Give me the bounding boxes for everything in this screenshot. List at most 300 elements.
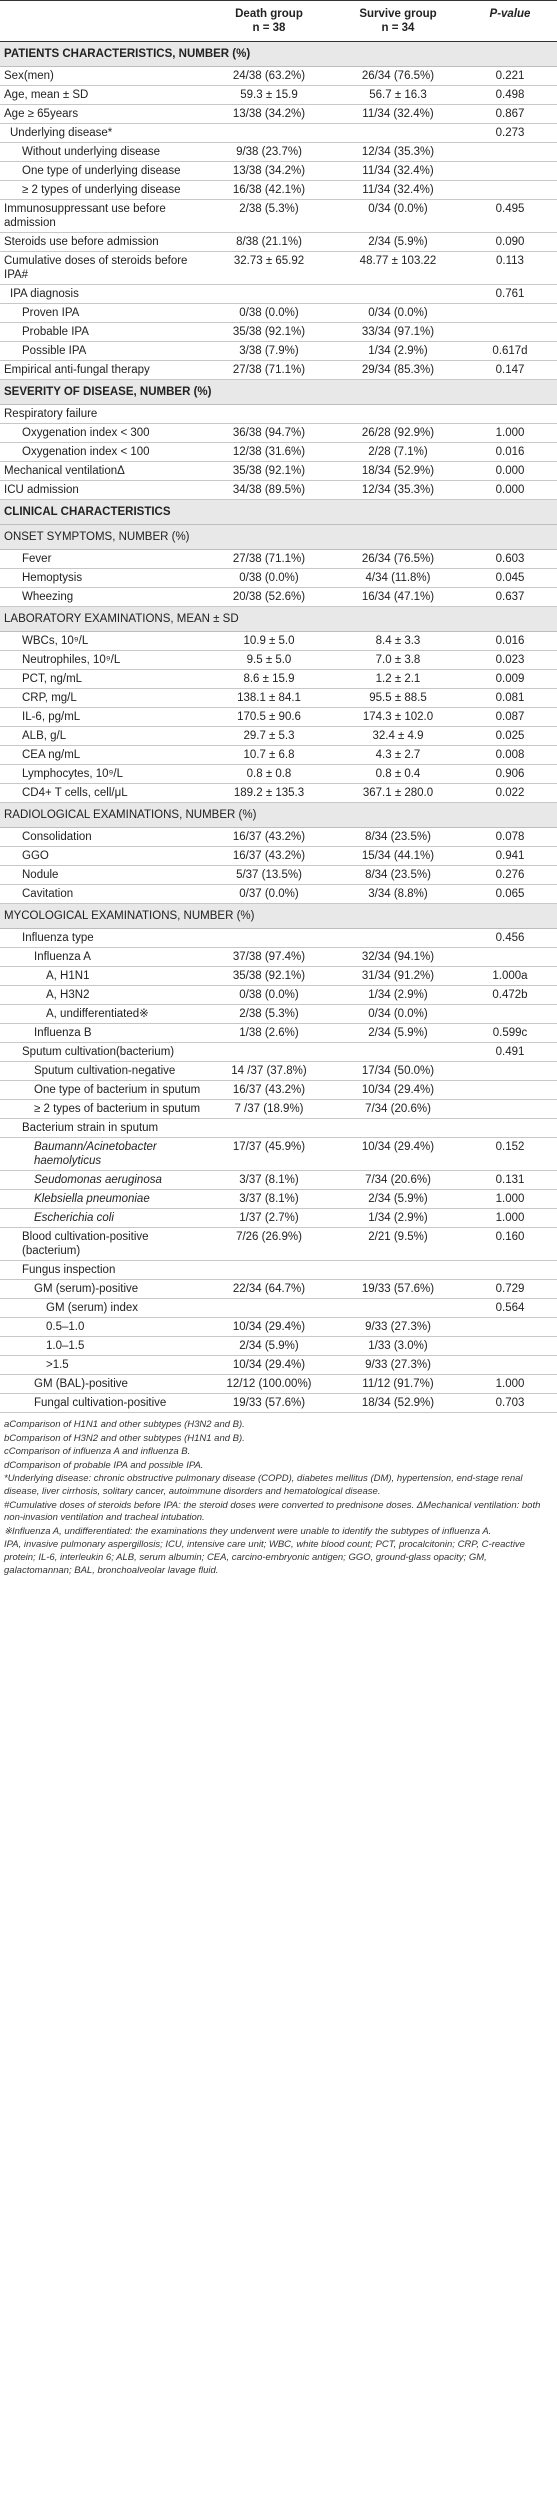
row-label: Age, mean ± SD xyxy=(0,86,205,105)
subsection-header xyxy=(0,525,557,550)
death-value: 2/34 (5.9%) xyxy=(205,1337,333,1356)
death-value: 34/38 (89.5%) xyxy=(205,481,333,500)
row-label: Cavitation xyxy=(0,885,205,904)
table-row xyxy=(0,200,557,233)
section-label: ONSET SYMPTOMS, NUMBER (%) xyxy=(0,525,557,550)
row-label: A, H3N2 xyxy=(0,986,205,1005)
subsection-header xyxy=(0,803,557,828)
death-value: 13/38 (34.2%) xyxy=(205,105,333,124)
p-value: 0.065 xyxy=(463,885,557,904)
survive-value: 32/34 (94.1%) xyxy=(333,948,463,967)
p-value: 0.025 xyxy=(463,727,557,746)
header-p-value: P-value xyxy=(463,1,557,42)
death-value: 35/38 (92.1%) xyxy=(205,462,333,481)
table-row xyxy=(0,569,557,588)
death-value: 2/38 (5.3%) xyxy=(205,200,333,233)
death-value: 9.5 ± 5.0 xyxy=(205,651,333,670)
p-value: 0.564 xyxy=(463,1299,557,1318)
p-value: 0.016 xyxy=(463,632,557,651)
p-value: 0.078 xyxy=(463,828,557,847)
survive-value: 29/34 (85.3%) xyxy=(333,361,463,380)
row-label: Klebsiella pneumoniae xyxy=(0,1190,205,1209)
footnote: #Cumulative doses of steroids before IPA: the steroid doses were converted to prednisone doses. ΔMechanical ventilation: both non-invasion ventilation and tracheal intubation. xyxy=(4,1499,541,1524)
survive-value: 48.77 ± 103.22 xyxy=(333,252,463,285)
death-value: 0/38 (0.0%) xyxy=(205,986,333,1005)
table-row xyxy=(0,1261,557,1280)
death-value: 29.7 ± 5.3 xyxy=(205,727,333,746)
p-value: 0.152 xyxy=(463,1138,557,1171)
footnote: bComparison of H3N2 and other subtypes (H1N1 and B). xyxy=(4,1432,245,1444)
survive-value xyxy=(333,1043,463,1062)
row-label: Sputum cultivation-negative xyxy=(0,1062,205,1081)
p-value: 0.599c xyxy=(463,1024,557,1043)
survive-value: 7.0 ± 3.8 xyxy=(333,651,463,670)
death-value: 59.3 ± 15.9 xyxy=(205,86,333,105)
death-value: 10.7 ± 6.8 xyxy=(205,746,333,765)
p-value xyxy=(463,1062,557,1081)
section-header xyxy=(0,380,557,405)
table-row xyxy=(0,948,557,967)
death-value: 189.2 ± 135.3 xyxy=(205,784,333,803)
death-value xyxy=(205,124,333,143)
row-label: Baumann/Acinetobacter haemolyticus xyxy=(0,1138,205,1171)
table-row xyxy=(0,885,557,904)
survive-value: 2/34 (5.9%) xyxy=(333,1190,463,1209)
table-row xyxy=(0,1005,557,1024)
death-value: 17/37 (45.9%) xyxy=(205,1138,333,1171)
death-value: 0/38 (0.0%) xyxy=(205,304,333,323)
table-row xyxy=(0,1043,557,1062)
death-value: 13/38 (34.2%) xyxy=(205,162,333,181)
p-value: 0.131 xyxy=(463,1171,557,1190)
header-death-title: Death group xyxy=(235,8,303,20)
table-row xyxy=(0,481,557,500)
row-label: Influenza A xyxy=(0,948,205,967)
row-label: Proven IPA xyxy=(0,304,205,323)
p-value xyxy=(463,405,557,424)
death-value: 8.6 ± 15.9 xyxy=(205,670,333,689)
p-value: 0.498 xyxy=(463,86,557,105)
row-label: Escherichia coli xyxy=(0,1209,205,1228)
death-value: 5/37 (13.5%) xyxy=(205,866,333,885)
row-label: ICU admission xyxy=(0,481,205,500)
table-row xyxy=(0,1356,557,1375)
table-row xyxy=(0,784,557,803)
table-row xyxy=(0,1138,557,1171)
death-value: 14 /37 (37.8%) xyxy=(205,1062,333,1081)
header-blank xyxy=(0,1,205,42)
survive-value: 15/34 (44.1%) xyxy=(333,847,463,866)
footnotes xyxy=(0,1413,557,1577)
table-row xyxy=(0,651,557,670)
table-row xyxy=(0,746,557,765)
table-row xyxy=(0,689,557,708)
survive-value: 0/34 (0.0%) xyxy=(333,1005,463,1024)
survive-value: 0/34 (0.0%) xyxy=(333,200,463,233)
survive-value xyxy=(333,124,463,143)
p-value: 0.603 xyxy=(463,550,557,569)
table-row xyxy=(0,1228,557,1261)
table-row xyxy=(0,1119,557,1138)
p-value: 0.761 xyxy=(463,285,557,304)
survive-value: 11/34 (32.4%) xyxy=(333,181,463,200)
footnote: aComparison of H1N1 and other subtypes (H3N2 and B). xyxy=(4,1419,245,1430)
death-value: 170.5 ± 90.6 xyxy=(205,708,333,727)
death-value: 16/38 (42.1%) xyxy=(205,181,333,200)
row-label: Cumulative doses of steroids before IPA# xyxy=(0,252,205,285)
death-value xyxy=(205,1043,333,1062)
row-label: Influenza B xyxy=(0,1024,205,1043)
death-value: 3/37 (8.1%) xyxy=(205,1190,333,1209)
p-value: 0.000 xyxy=(463,462,557,481)
table-row xyxy=(0,967,557,986)
table-row xyxy=(0,105,557,124)
table-row xyxy=(0,550,557,569)
survive-value xyxy=(333,405,463,424)
death-value: 27/38 (71.1%) xyxy=(205,361,333,380)
survive-value xyxy=(333,929,463,948)
row-label: Mechanical ventilationΔ xyxy=(0,462,205,481)
row-label: GM (BAL)-positive xyxy=(0,1375,205,1394)
table-row xyxy=(0,929,557,948)
survive-value xyxy=(333,1299,463,1318)
table-row xyxy=(0,405,557,424)
row-label: Oxygenation index < 100 xyxy=(0,443,205,462)
table-row xyxy=(0,1190,557,1209)
row-label: PCT, ng/mL xyxy=(0,670,205,689)
death-value xyxy=(205,1261,333,1280)
survive-value: 9/33 (27.3%) xyxy=(333,1356,463,1375)
row-label: 0.5–1.0 xyxy=(0,1318,205,1337)
survive-value: 26/34 (76.5%) xyxy=(333,67,463,86)
row-label: Nodule xyxy=(0,866,205,885)
table-row xyxy=(0,1100,557,1119)
p-value: 0.000 xyxy=(463,481,557,500)
survive-value: 8.4 ± 3.3 xyxy=(333,632,463,651)
p-value: 0.008 xyxy=(463,746,557,765)
row-label: Possible IPA xyxy=(0,342,205,361)
p-value: 1.000 xyxy=(463,1190,557,1209)
survive-value: 11/34 (32.4%) xyxy=(333,162,463,181)
p-value: 0.113 xyxy=(463,252,557,285)
row-label: Fever xyxy=(0,550,205,569)
row-label: Respiratory failure xyxy=(0,405,205,424)
death-value: 24/38 (63.2%) xyxy=(205,67,333,86)
table-row xyxy=(0,866,557,885)
death-value xyxy=(205,929,333,948)
death-value: 16/37 (43.2%) xyxy=(205,1081,333,1100)
p-value xyxy=(463,1261,557,1280)
death-value: 12/12 (100.00%) xyxy=(205,1375,333,1394)
p-value: 0.906 xyxy=(463,765,557,784)
p-value xyxy=(463,1356,557,1375)
row-label: ≥ 2 types of bacterium in sputum xyxy=(0,1100,205,1119)
section-label: RADIOLOGICAL EXAMINATIONS, NUMBER (%) xyxy=(0,803,557,828)
survive-value: 26/34 (76.5%) xyxy=(333,550,463,569)
survive-value: 10/34 (29.4%) xyxy=(333,1081,463,1100)
survive-value: 2/21 (9.5%) xyxy=(333,1228,463,1261)
table-row xyxy=(0,828,557,847)
survive-value: 367.1 ± 280.0 xyxy=(333,784,463,803)
row-label: Fungal cultivation-positive xyxy=(0,1394,205,1413)
table-row xyxy=(0,1394,557,1413)
survive-value: 11/12 (91.7%) xyxy=(333,1375,463,1394)
p-value xyxy=(463,1005,557,1024)
table-row xyxy=(0,708,557,727)
death-value: 12/38 (31.6%) xyxy=(205,443,333,462)
death-value xyxy=(205,405,333,424)
row-label: Blood cultivation-positive (bacterium) xyxy=(0,1228,205,1261)
row-label: Steroids use before admission xyxy=(0,233,205,252)
section-header xyxy=(0,500,557,525)
row-label: Neutrophiles, 10⁹/L xyxy=(0,651,205,670)
table-row xyxy=(0,632,557,651)
p-value: 0.472b xyxy=(463,986,557,1005)
row-label: Consolidation xyxy=(0,828,205,847)
survive-value: 8/34 (23.5%) xyxy=(333,866,463,885)
row-label: Lymphocytes, 10⁹/L xyxy=(0,765,205,784)
row-label: ≥ 2 types of underlying disease xyxy=(0,181,205,200)
footnote: IPA, invasive pulmonary aspergillosis; ICU, intensive care unit; WBC, white blood count; PCT, procalcitonin; CRP, C-reactive protein; IL-6, interleukin 6; ALB, serum albumin; CEA, carcino-embryonic antigen; GGO, ground-glass opacity; GM, galactomannan; BAL, bronchoalveolar lavage fluid. xyxy=(4,1539,525,1576)
survive-value: 4/34 (11.8%) xyxy=(333,569,463,588)
death-value: 10/34 (29.4%) xyxy=(205,1356,333,1375)
death-value: 0/38 (0.0%) xyxy=(205,569,333,588)
survive-value: 1/34 (2.9%) xyxy=(333,342,463,361)
survive-value: 1/34 (2.9%) xyxy=(333,986,463,1005)
death-value xyxy=(205,1299,333,1318)
row-label: A, H1N1 xyxy=(0,967,205,986)
p-value: 0.009 xyxy=(463,670,557,689)
p-value: 1.000a xyxy=(463,967,557,986)
table-row xyxy=(0,1081,557,1100)
survive-value: 1/34 (2.9%) xyxy=(333,1209,463,1228)
survive-value: 95.5 ± 88.5 xyxy=(333,689,463,708)
survive-value: 2/28 (7.1%) xyxy=(333,443,463,462)
survive-value: 2/34 (5.9%) xyxy=(333,1024,463,1043)
header-survive-group xyxy=(333,1,463,42)
survive-value xyxy=(333,1261,463,1280)
row-label: Seudomonas aeruginosa xyxy=(0,1171,205,1190)
death-value: 1/37 (2.7%) xyxy=(205,1209,333,1228)
table-row xyxy=(0,67,557,86)
row-label: GGO xyxy=(0,847,205,866)
survive-value: 16/34 (47.1%) xyxy=(333,588,463,607)
row-label: One type of underlying disease xyxy=(0,162,205,181)
p-value xyxy=(463,1119,557,1138)
row-label: Bacterium strain in sputum xyxy=(0,1119,205,1138)
p-value: 0.637 xyxy=(463,588,557,607)
death-value xyxy=(205,1119,333,1138)
p-value: 1.000 xyxy=(463,424,557,443)
death-value: 19/33 (57.6%) xyxy=(205,1394,333,1413)
table-row xyxy=(0,342,557,361)
table-row xyxy=(0,86,557,105)
table-row xyxy=(0,285,557,304)
table-row xyxy=(0,233,557,252)
death-value: 3/37 (8.1%) xyxy=(205,1171,333,1190)
row-label: Underlying disease* xyxy=(0,124,205,143)
table-row xyxy=(0,124,557,143)
survive-value: 33/34 (97.1%) xyxy=(333,323,463,342)
row-label: WBCs, 10⁹/L xyxy=(0,632,205,651)
death-value: 35/38 (92.1%) xyxy=(205,967,333,986)
survive-value: 32.4 ± 4.9 xyxy=(333,727,463,746)
p-value: 0.941 xyxy=(463,847,557,866)
death-value: 138.1 ± 84.1 xyxy=(205,689,333,708)
survive-value: 1.2 ± 2.1 xyxy=(333,670,463,689)
death-value: 2/38 (5.3%) xyxy=(205,1005,333,1024)
survive-value: 10/34 (29.4%) xyxy=(333,1138,463,1171)
death-value: 9/38 (23.7%) xyxy=(205,143,333,162)
survive-value: 4.3 ± 2.7 xyxy=(333,746,463,765)
table-row xyxy=(0,304,557,323)
death-value: 0.8 ± 0.8 xyxy=(205,765,333,784)
table-row xyxy=(0,143,557,162)
row-label: A, undifferentiated※ xyxy=(0,1005,205,1024)
death-value: 16/37 (43.2%) xyxy=(205,847,333,866)
survive-value: 56.7 ± 16.3 xyxy=(333,86,463,105)
survive-value: 7/34 (20.6%) xyxy=(333,1100,463,1119)
survive-value xyxy=(333,1119,463,1138)
p-value: 0.147 xyxy=(463,361,557,380)
survive-value: 3/34 (8.8%) xyxy=(333,885,463,904)
survive-value: 19/33 (57.6%) xyxy=(333,1280,463,1299)
row-label: Fungus inspection xyxy=(0,1261,205,1280)
table-row xyxy=(0,1171,557,1190)
row-label: Oxygenation index < 300 xyxy=(0,424,205,443)
row-label: Influenza type xyxy=(0,929,205,948)
death-value: 1/38 (2.6%) xyxy=(205,1024,333,1043)
table-header-row xyxy=(0,1,557,42)
row-label: >1.5 xyxy=(0,1356,205,1375)
table-row xyxy=(0,588,557,607)
death-value: 20/38 (52.6%) xyxy=(205,588,333,607)
death-value: 32.73 ± 65.92 xyxy=(205,252,333,285)
p-value xyxy=(463,304,557,323)
p-value: 0.221 xyxy=(463,67,557,86)
section-label: PATIENTS CHARACTERISTICS, NUMBER (%) xyxy=(0,42,557,67)
death-value: 27/38 (71.1%) xyxy=(205,550,333,569)
p-value xyxy=(463,1337,557,1356)
p-value: 1.000 xyxy=(463,1209,557,1228)
footnote: ※Influenza A, undifferentiated: the examinations they underwent were unable to identify the subtypes of influenza A. xyxy=(4,1525,492,1537)
death-value: 35/38 (92.1%) xyxy=(205,323,333,342)
death-value: 16/37 (43.2%) xyxy=(205,828,333,847)
row-label: One type of bacterium in sputum xyxy=(0,1081,205,1100)
row-label: CD4+ T cells, cell/μL xyxy=(0,784,205,803)
table-row xyxy=(0,462,557,481)
row-label: IPA diagnosis xyxy=(0,285,205,304)
section-label: CLINICAL CHARACTERISTICS xyxy=(0,500,557,525)
footnote: cComparison of influenza A and influenza B. xyxy=(4,1446,191,1458)
p-value: 0.729 xyxy=(463,1280,557,1299)
p-value xyxy=(463,1318,557,1337)
p-value: 0.617d xyxy=(463,342,557,361)
p-value xyxy=(463,948,557,967)
p-value: 1.000 xyxy=(463,1375,557,1394)
p-value: 0.703 xyxy=(463,1394,557,1413)
row-label: Age ≥ 65years xyxy=(0,105,205,124)
table-body xyxy=(0,42,557,1413)
survive-value: 31/34 (91.2%) xyxy=(333,967,463,986)
p-value: 0.273 xyxy=(463,124,557,143)
row-label: Sex(men) xyxy=(0,67,205,86)
row-label: Probable IPA xyxy=(0,323,205,342)
row-label: ALB, g/L xyxy=(0,727,205,746)
survive-value xyxy=(333,285,463,304)
p-value xyxy=(463,181,557,200)
p-value xyxy=(463,143,557,162)
row-label: CEA ng/mL xyxy=(0,746,205,765)
p-value: 0.090 xyxy=(463,233,557,252)
death-value: 8/38 (21.1%) xyxy=(205,233,333,252)
survive-value: 174.3 ± 102.0 xyxy=(333,708,463,727)
table-row xyxy=(0,181,557,200)
section-header xyxy=(0,42,557,67)
death-value: 0/37 (0.0%) xyxy=(205,885,333,904)
table-row xyxy=(0,1337,557,1356)
survive-value: 17/34 (50.0%) xyxy=(333,1062,463,1081)
death-value: 10/34 (29.4%) xyxy=(205,1318,333,1337)
table-row xyxy=(0,162,557,181)
survive-value: 18/34 (52.9%) xyxy=(333,1394,463,1413)
death-value: 7 /37 (18.9%) xyxy=(205,1100,333,1119)
p-value: 0.022 xyxy=(463,784,557,803)
survive-value: 12/34 (35.3%) xyxy=(333,143,463,162)
p-value: 0.867 xyxy=(463,105,557,124)
table-row xyxy=(0,765,557,784)
survive-value: 18/34 (52.9%) xyxy=(333,462,463,481)
p-value: 0.160 xyxy=(463,1228,557,1261)
table-row xyxy=(0,986,557,1005)
row-label: Without underlying disease xyxy=(0,143,205,162)
table-row xyxy=(0,424,557,443)
row-label: 1.0–1.5 xyxy=(0,1337,205,1356)
survive-value: 8/34 (23.5%) xyxy=(333,828,463,847)
survive-value: 26/28 (92.9%) xyxy=(333,424,463,443)
death-value: 22/34 (64.7%) xyxy=(205,1280,333,1299)
row-label: GM (serum) index xyxy=(0,1299,205,1318)
row-label: GM (serum)-positive xyxy=(0,1280,205,1299)
p-value: 0.495 xyxy=(463,200,557,233)
p-value: 0.087 xyxy=(463,708,557,727)
row-label: CRP, mg/L xyxy=(0,689,205,708)
table-row xyxy=(0,323,557,342)
table-row xyxy=(0,1318,557,1337)
table-row xyxy=(0,847,557,866)
footnote: *Underlying disease: chronic obstructive pulmonary disease (COPD), diabetes mellitus (DM), hypertension, end-stage renal disease, liver cirrhosis, solitary cancer, autoimmune disorders and hematological disease. xyxy=(4,1473,523,1497)
survive-value: 2/34 (5.9%) xyxy=(333,233,463,252)
row-label: Wheezing xyxy=(0,588,205,607)
p-value xyxy=(463,162,557,181)
table-row xyxy=(0,252,557,285)
table-row xyxy=(0,1024,557,1043)
header-survive-n: n = 34 xyxy=(381,22,415,34)
row-label: Hemoptysis xyxy=(0,569,205,588)
row-label: Sputum cultivation(bacterium) xyxy=(0,1043,205,1062)
p-value xyxy=(463,1100,557,1119)
death-value: 7/26 (26.9%) xyxy=(205,1228,333,1261)
table-row xyxy=(0,1209,557,1228)
p-value xyxy=(463,1081,557,1100)
row-label: Immunosuppressant use before admission xyxy=(0,200,205,233)
p-value: 0.045 xyxy=(463,569,557,588)
p-value xyxy=(463,323,557,342)
p-value: 0.456 xyxy=(463,929,557,948)
row-label: IL-6, pg/mL xyxy=(0,708,205,727)
p-value: 0.023 xyxy=(463,651,557,670)
p-value: 0.491 xyxy=(463,1043,557,1062)
